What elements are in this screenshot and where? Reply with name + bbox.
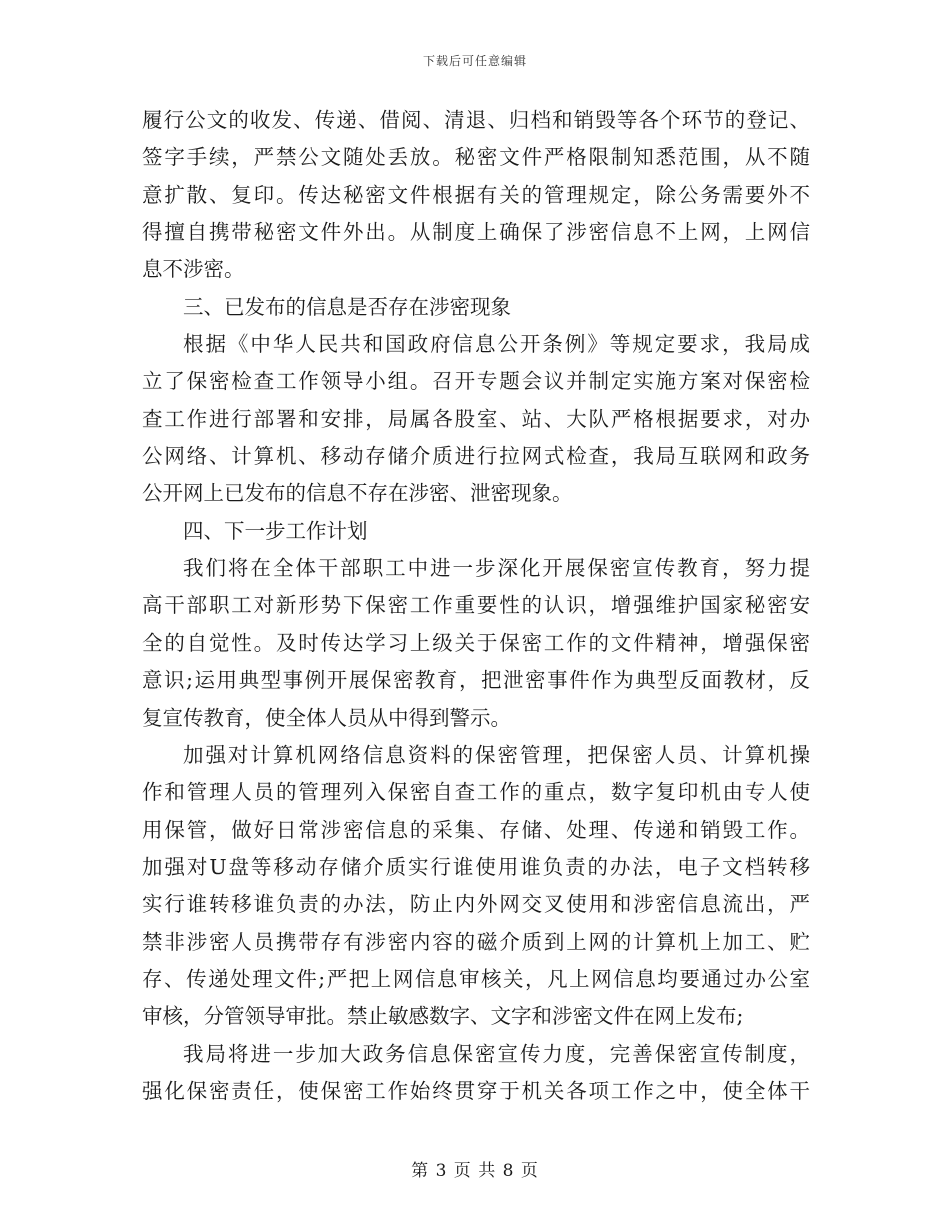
text-line: 加强对计算机网络信息资料的保密管理，把保密人员、计算机操: [183, 742, 810, 767]
text-line: 存、传递处理文件;严把上网信息审核关，凡上网信息均要通过办公室: [142, 966, 810, 991]
text-line: 禁非涉密人员携带存有涉密内容的磁介质到上网的计算机上加工、贮: [142, 929, 810, 954]
text-line: 息不涉密。: [142, 257, 245, 282]
text-line: 我们将在全体干部职工中进一步深化开展保密宣传教育，努力提: [183, 556, 810, 581]
page-header: 下载后可任意编辑: [422, 54, 527, 68]
document-body: [142, 102, 810, 1110]
text-line: 履行公文的收发、传递、借阅、清退、归档和销毁等各个环节的登记、: [142, 108, 810, 132]
text-line: 签字手续，严禁公文随处丢放。秘密文件严格限制知悉范围，从不随: [142, 145, 810, 170]
text-line: 用保管，做好日常涉密信息的采集、存储、处理、传递和销毁工作。: [142, 817, 810, 842]
text-line: 公开网上已发布的信息不存在涉密、泄密现象。: [142, 481, 573, 506]
text-line: 复宣传教育，使全体人员从中得到警示。: [142, 705, 511, 730]
text-line: 根据《中华人民共和国政府信息公开条例》等规定要求，我局成: [183, 332, 810, 357]
section-heading: 三、已发布的信息是否存在涉密现象: [183, 294, 511, 319]
text-line: 意扩散、复印。传达秘密文件根据有关的管理规定，除公务需要外不: [142, 182, 810, 207]
text-line: 实行谁转移谁负责的办法，防止内外网交叉使用和涉密信息流出，严: [142, 892, 810, 917]
text-line: 审核，分管领导审批。禁止敏感数字、文字和涉密文件在网上发布;: [142, 1004, 744, 1029]
text-line: 强化保密责任，使保密工作始终贯穿于机关各项工作之中，使全体干: [142, 1078, 810, 1103]
text-line: 公网络、计算机、移动存储介质进行拉网式检查，我局互联网和政务: [142, 444, 810, 469]
text-line: 作和管理人员的管理列入保密自查工作的重点，数字复印机由专人使: [142, 780, 810, 805]
text-line: 全的自觉性。及时传达学习上级关于保密工作的文件精神，增强保密: [142, 630, 810, 655]
text-line: 高干部职工对新形势下保密工作重要性的认识，增强维护国家秘密安: [142, 593, 810, 618]
text-line: 立了保密检查工作领导小组。召开专题会议并制定实施方案对保密检: [142, 369, 810, 394]
text-line: 查工作进行部署和安排，局属各股室、站、大队严格根据要求，对办: [142, 406, 810, 431]
text-line: 加强对U盘等移动存储介质实行谁使用谁负责的办法，电子文档转移: [142, 854, 810, 879]
text-line: 我局将进一步加大政务信息保密宣传力度，完善保密宣传制度，: [183, 1041, 810, 1066]
page-footer: 第 3 页 共 8 页: [411, 1161, 539, 1181]
text-line: 得擅自携带秘密文件外出。从制度上确保了涉密信息不上网，上网信: [142, 220, 810, 245]
section-heading: 四、下一步工作计划: [183, 518, 368, 543]
text-line: 意识;运用典型事例开展保密教育，把泄密事件作为典型反面教材，反: [142, 668, 810, 693]
